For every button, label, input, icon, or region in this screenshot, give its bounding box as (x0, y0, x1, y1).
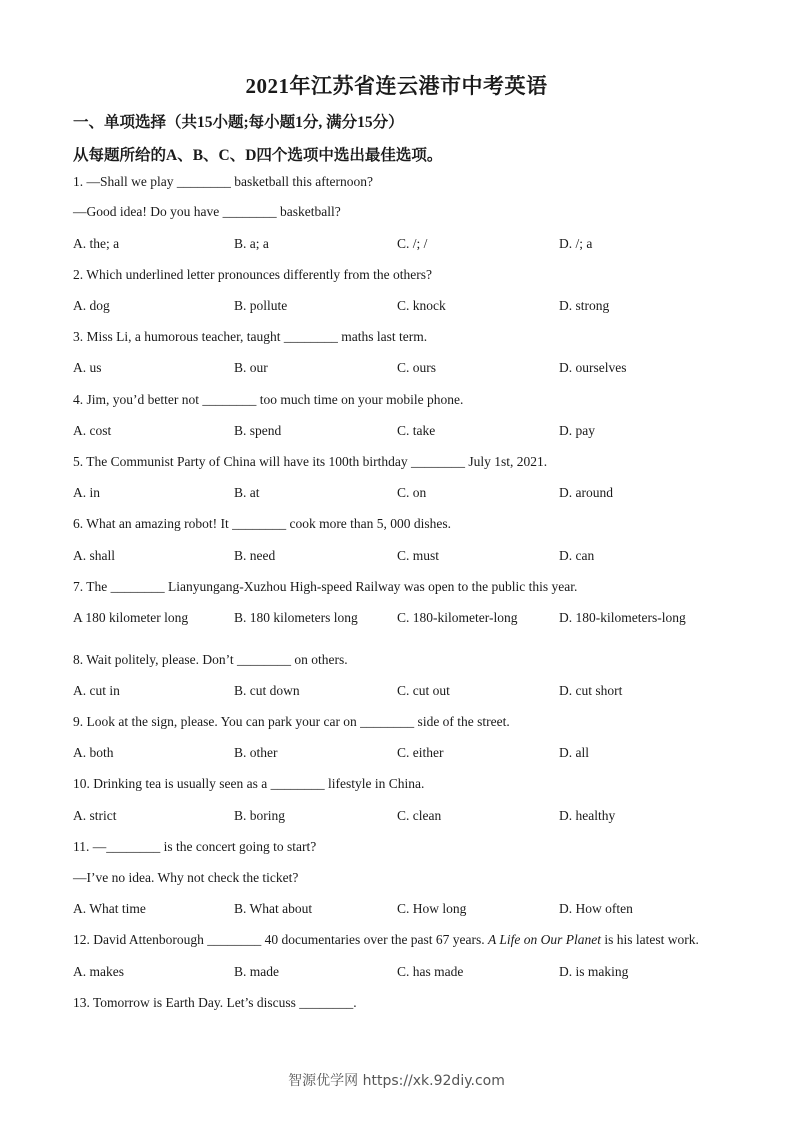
option-c: C. knock (397, 298, 446, 313)
option-a: A. dog (73, 298, 110, 313)
option-b: B. What about (234, 901, 313, 916)
question-13: 13. Tomorrow is Earth Day. Let’s discuss ________. (73, 995, 357, 1010)
option-a: A. us (73, 360, 102, 375)
option-d: D. ourselves (559, 360, 627, 375)
option-d: D. 180-kilometers-long (559, 610, 686, 625)
options-11 (73, 901, 733, 919)
question-2: 2. Which underlined letter pronounces differently from the others? (73, 267, 433, 282)
options-10 (73, 808, 733, 826)
option-b: B. our (234, 360, 268, 375)
option-c: C. 180-kilometer-long (397, 610, 518, 625)
option-d: D. healthy (559, 808, 616, 823)
option-c: C. on (397, 485, 427, 500)
options-6 (73, 548, 733, 566)
options-8 (73, 683, 733, 701)
options-1 (73, 236, 733, 254)
option-b: B. spend (234, 423, 282, 438)
options-2 (73, 298, 733, 316)
question-7: 7. The ________ Lianyungang-Xuzhou High-speed Railway was open to the public this year. (73, 579, 578, 594)
question-10: 10. Drinking tea is usually seen as a ________ lifestyle in China. (73, 776, 425, 791)
option-a: A. cost (73, 423, 112, 438)
option-d: D. pay (559, 423, 595, 438)
option-c: C. cut out (397, 683, 450, 698)
option-a: A. shall (73, 548, 115, 563)
question-1-reply: —Good idea! Do you have ________ basketball? (73, 204, 341, 219)
option-d: D. around (559, 485, 613, 500)
question-12-text: 12. David Attenborough ________ 40 documentaries over the past 67 years. (73, 932, 489, 947)
question-12-text-end: is his latest work. (601, 932, 699, 947)
option-b: B. pollute (234, 298, 288, 313)
options-12 (73, 964, 733, 982)
option-a: A. the; a (73, 236, 120, 251)
option-b: B. cut down (234, 683, 300, 698)
question-5: 5. The Communist Party of China will have its 100th birthday ________ July 1st, 2021. (73, 454, 548, 469)
option-d: D. all (559, 745, 589, 760)
option-d: D. cut short (559, 683, 623, 698)
instruction-text: 从每题所给的A、B、C、D四个选项中选出最佳选项。 (73, 147, 443, 164)
option-d: D. /; a (559, 236, 593, 251)
question-3: 3. Miss Li, a humorous teacher, taught ________ maths last term. (73, 329, 428, 344)
option-c: C. has made (397, 964, 464, 979)
footer-watermark: 智源优学网 https://xk.92diy.com (288, 1073, 505, 1089)
question-11-reply: —I’ve no idea. Why not check the ticket? (73, 870, 299, 885)
option-a: A. strict (73, 808, 117, 823)
option-a: A. cut in (73, 683, 120, 698)
option-a: A. in (73, 485, 100, 500)
question-8: 8. Wait politely, please. Don’t ________ on others. (73, 652, 348, 667)
question-1: 1. —Shall we play ________ basketball this afternoon? (73, 174, 373, 189)
options-3 (73, 360, 733, 378)
option-b: B. at (234, 485, 260, 500)
question-4: 4. Jim, you’d better not ________ too much time on your mobile phone. (73, 392, 464, 407)
option-b: B. boring (234, 808, 286, 823)
section-heading: 一、单项选择（共15小题;每小题1分, 满分15分） (73, 114, 404, 131)
page-title: 2021年江苏省连云港市中考英语 (245, 74, 548, 98)
option-c: C. How long (397, 901, 467, 916)
option-c: C. take (397, 423, 436, 438)
option-b: B. other (234, 745, 278, 760)
option-c: C. /; / (397, 236, 428, 251)
option-a: A. both (73, 745, 114, 760)
option-d: D. is making (559, 964, 629, 979)
option-d: D. How often (559, 901, 633, 916)
option-c: C. either (397, 745, 444, 760)
options-7 (73, 610, 733, 628)
option-d: D. can (559, 548, 595, 563)
option-a: A 180 kilometer long (73, 610, 189, 625)
question-11: 11. —________ is the concert going to start? (73, 839, 317, 854)
option-c: C. must (397, 548, 440, 563)
option-b: B. made (234, 964, 279, 979)
option-b: B. need (234, 548, 276, 563)
book-title: A Life on Our Planet (488, 932, 602, 947)
options-4 (73, 423, 733, 441)
option-d: D. strong (559, 298, 610, 313)
option-b: B. 180 kilometers long (234, 610, 358, 625)
question-12 (73, 932, 699, 948)
option-c: C. clean (397, 808, 442, 823)
options-9 (73, 745, 733, 763)
option-a: A. makes (73, 964, 124, 979)
question-6: 6. What an amazing robot! It ________ cook more than 5, 000 dishes. (73, 516, 452, 531)
question-9: 9. Look at the sign, please. You can park your car on ________ side of the street. (73, 714, 510, 729)
option-a: A. What time (73, 901, 146, 916)
option-c: C. ours (397, 360, 437, 375)
options-5 (73, 485, 733, 503)
option-b: B. a; a (234, 236, 269, 251)
